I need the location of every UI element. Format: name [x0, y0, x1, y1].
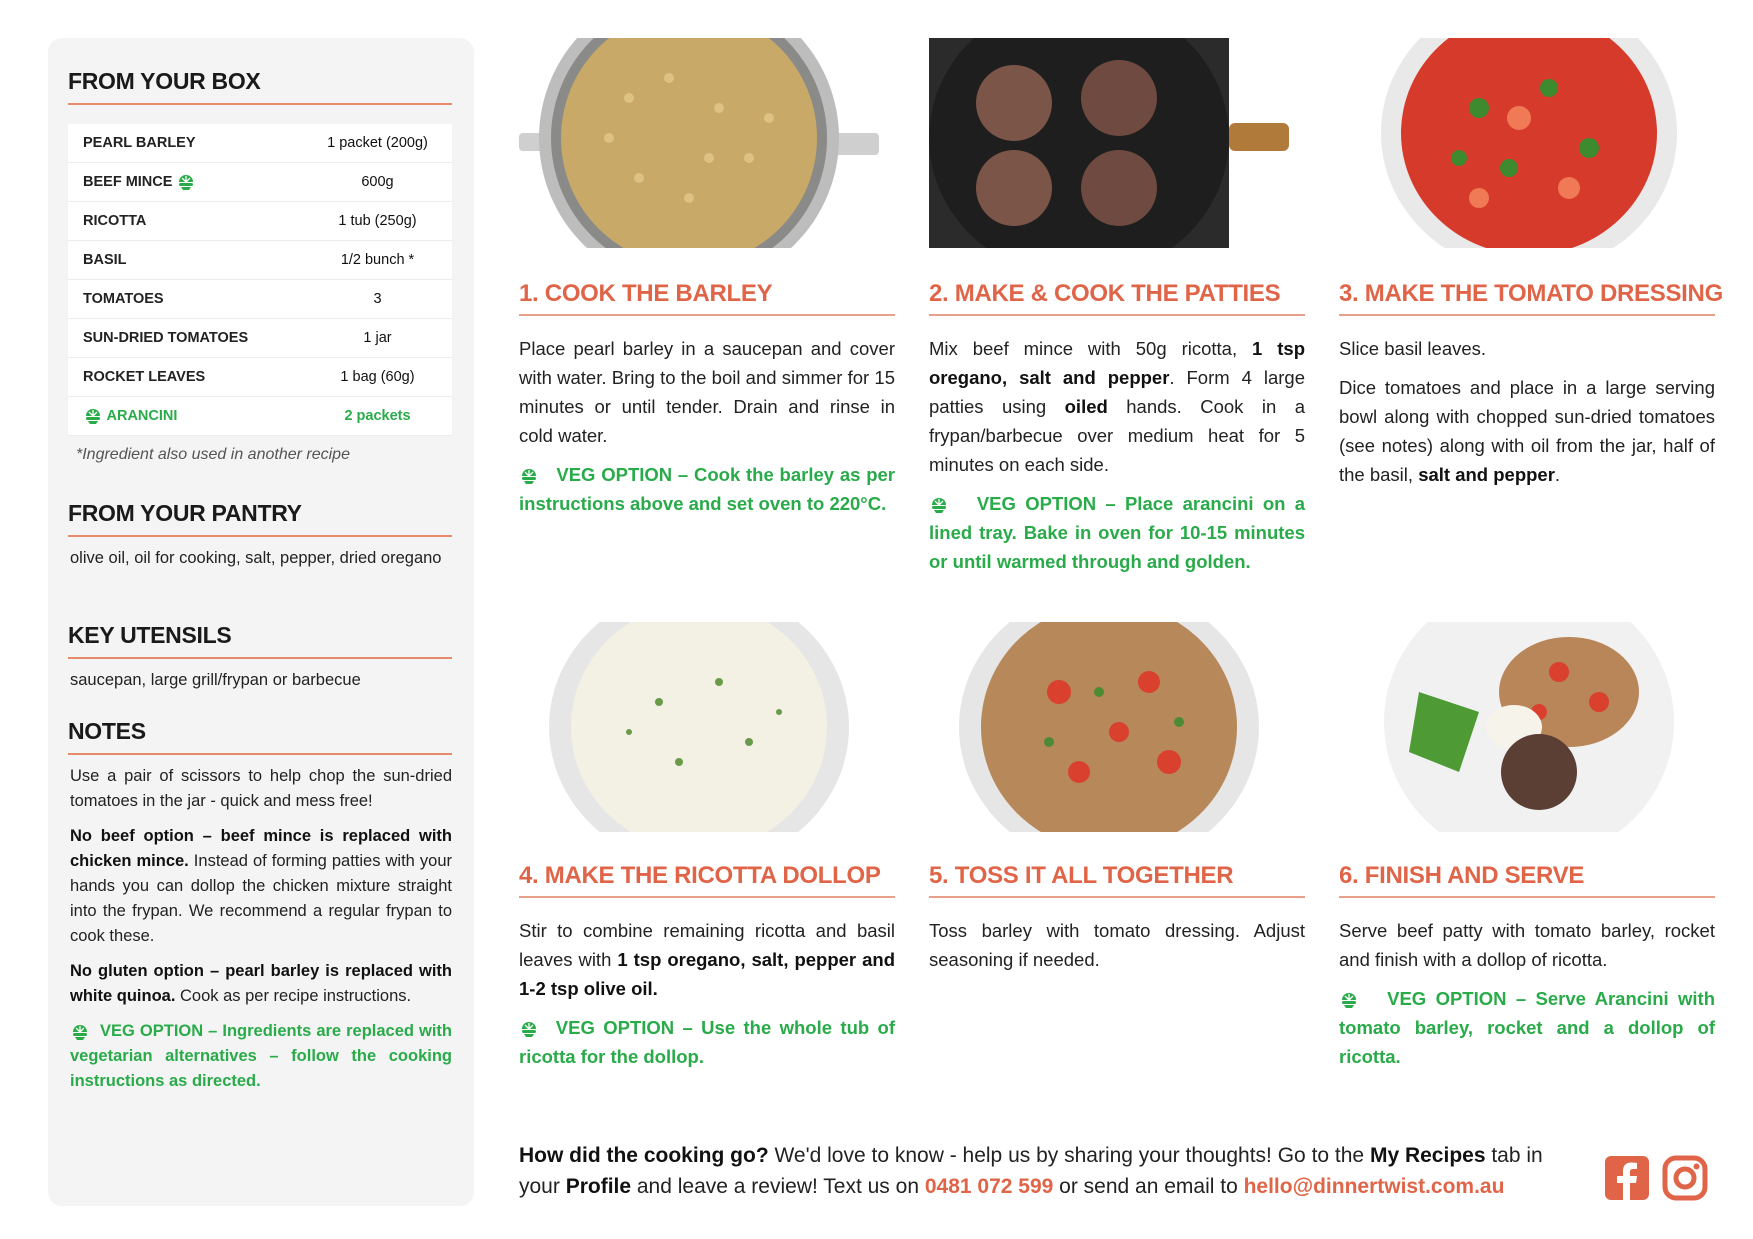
ingredient-name: BEEF MINCE — [83, 173, 173, 190]
leaf-icon — [519, 467, 539, 485]
tomato-dressing-image — [1339, 38, 1699, 248]
ingredient-name: ARANCINI — [106, 407, 178, 424]
step-1-title: 1. COOK THE BARLEY — [519, 280, 895, 316]
step-3-body — [1339, 334, 1715, 499]
step-5-body — [929, 916, 1305, 984]
step-4-body — [519, 916, 895, 1081]
step-6-veg-option: VEG OPTION – Serve Arancini with tomato barley, rocket and a dollop of ricotta. — [1339, 988, 1715, 1067]
leaf-icon — [929, 496, 949, 514]
leaf-icon — [519, 1020, 539, 1038]
notes-bold: No beef option – beef mince is replaced with chicken mince. — [70, 827, 452, 870]
ingredient-qty: 2 packets — [303, 397, 452, 436]
ingredients-table — [68, 124, 452, 436]
pantry-text: olive oil, oil for cooking, salt, pepper, dried oregano — [70, 549, 442, 567]
ingredient-name: ROCKET LEAVES — [68, 358, 303, 397]
ingredient-name: RICOTTA — [68, 202, 303, 241]
step-4-title: 4. MAKE THE RICOTTA DOLLOP — [519, 862, 895, 898]
step-1-body — [519, 334, 895, 528]
from-your-pantry-title: FROM YOUR PANTRY — [68, 500, 452, 537]
step-4-text: Stir to combine remaining ricotta and basil leaves with 1 tsp oregano, salt, pepper and 1-2 tsp olive oil. — [519, 920, 895, 999]
review-footer: How did the cooking go? We'd love to know - help us by sharing your thoughts! Go to the My Recipes tab in your Profile and leave a review! Text us on 0481 072 599 or send an email to hello@dinnertwist.com.au — [519, 1144, 1543, 1198]
ingredient-row — [68, 319, 452, 358]
ricotta-image — [519, 622, 879, 832]
utensils-text: saucepan, large grill/frypan or barbecue — [70, 671, 361, 689]
ingredient-row — [68, 280, 452, 319]
ingredient-row — [68, 124, 452, 163]
step-4-veg-option: VEG OPTION – Use the whole tub of ricotta for the dollop. — [519, 1017, 896, 1067]
ingredient-qty: 1 bag (60g) — [303, 358, 452, 397]
step-3-title: 3. MAKE THE TOMATO DRESSING — [1339, 280, 1715, 316]
ingredient-name: PEARL BARLEY — [68, 124, 303, 163]
facebook-icon[interactable] — [1604, 1155, 1650, 1201]
ingredient-row — [68, 163, 452, 202]
ingredient-qty: 1 tub (250g) — [303, 202, 452, 241]
ingredient-row — [68, 202, 452, 241]
ingredient-footnote: *Ingredient also used in another recipe — [76, 446, 350, 463]
step-2-veg-option: VEG OPTION – Place arancini on a lined tray. Bake in oven for 10-15 minutes or until warmed through and golden. — [929, 493, 1305, 572]
ingredient-name: SUN-DRIED TOMATOES — [68, 319, 303, 358]
step-5-text: Toss barley with tomato dressing. Adjust seasoning if needed. — [929, 920, 1305, 970]
ingredient-qty: 600g — [303, 163, 452, 202]
ingredient-name: TOMATOES — [68, 280, 303, 319]
notes-text: Cook as per recipe instructions. — [175, 987, 412, 1005]
step-3-text: Slice basil leaves. — [1339, 338, 1487, 359]
notes-bold: No gluten option – pearl barley is replaced with white quinoa. — [70, 962, 452, 1005]
notes-paragraph: Use a pair of scissors to help chop the sun-dried tomatoes in the jar - quick and mess free! — [70, 767, 452, 810]
leaf-icon — [176, 173, 196, 191]
step-1-text: Place pearl barley in a saucepan and cover with water. Bring to the boil and simmer for 15 minutes or until tender. Drain and rinse in cold water. — [519, 338, 895, 446]
instagram-icon[interactable] — [1662, 1155, 1708, 1201]
ingredient-qty: 1/2 bunch * — [303, 241, 452, 280]
step-6-text: Serve beef patty with tomato barley, rocket and finish with a dollop of ricotta. — [1339, 920, 1715, 970]
notes-paragraph — [70, 824, 452, 949]
ingredient-name: BASIL — [68, 241, 303, 280]
notes-text: Instead of forming patties with your hands you can dollop the chicken mixture straight into the frypan. We recommend a regular frypan to cook these. — [70, 852, 452, 945]
email-link[interactable]: hello@dinnertwist.com.au — [1243, 1175, 1505, 1198]
leaf-icon — [83, 407, 103, 425]
sidebar-panel — [48, 38, 474, 1206]
footer-question: How did the cooking go? — [519, 1144, 769, 1167]
notes-title: NOTES — [68, 718, 452, 755]
leaf-icon — [1339, 991, 1359, 1009]
ingredient-qty: 1 jar — [303, 319, 452, 358]
ingredient-qty: 1 packet (200g) — [303, 124, 452, 163]
barley-image — [519, 38, 879, 248]
phone-link[interactable]: 0481 072 599 — [924, 1175, 1054, 1198]
step-6-title: 6. FINISH AND SERVE — [1339, 862, 1715, 898]
ingredient-qty: 3 — [303, 280, 452, 319]
leaf-icon — [70, 1023, 90, 1041]
ingredient-row — [68, 241, 452, 280]
notes-veg-option: VEG OPTION – Ingredients are replaced with vegetarian alternatives – follow the cooking instructions as directed. — [70, 1022, 452, 1090]
step-2-body — [929, 334, 1305, 586]
from-your-box-title: FROM YOUR BOX — [68, 68, 452, 105]
notes-body — [70, 764, 452, 1104]
ingredient-row-veg — [68, 397, 452, 436]
notes-paragraph — [70, 959, 452, 1009]
key-utensils-title: KEY UTENSILS — [68, 622, 452, 659]
step-3-text: Dice tomatoes and place in a large serving bowl along with chopped sun-dried tomatoes (see notes) along with oil from the jar, half of the basil, salt and pepper. — [1339, 377, 1715, 485]
step-2-title: 2. MAKE & COOK THE PATTIES — [929, 280, 1305, 316]
toss-image — [929, 622, 1289, 832]
ingredient-row — [68, 358, 452, 397]
step-5-title: 5. TOSS IT ALL TOGETHER — [929, 862, 1305, 898]
step-2-text: Mix beef mince with 50g ricotta, 1 tsp oregano, salt and pepper. Form 4 large patties using oiled hands. Cook in a frypan/barbecue over medium heat for 5 minutes on each side. — [929, 338, 1306, 475]
finish-serve-image — [1339, 622, 1699, 832]
step-1-veg-option: VEG OPTION – Cook the barley as per instructions above and set oven to 220°C. — [519, 464, 895, 514]
patties-image — [929, 38, 1289, 248]
step-6-body — [1339, 916, 1715, 1081]
